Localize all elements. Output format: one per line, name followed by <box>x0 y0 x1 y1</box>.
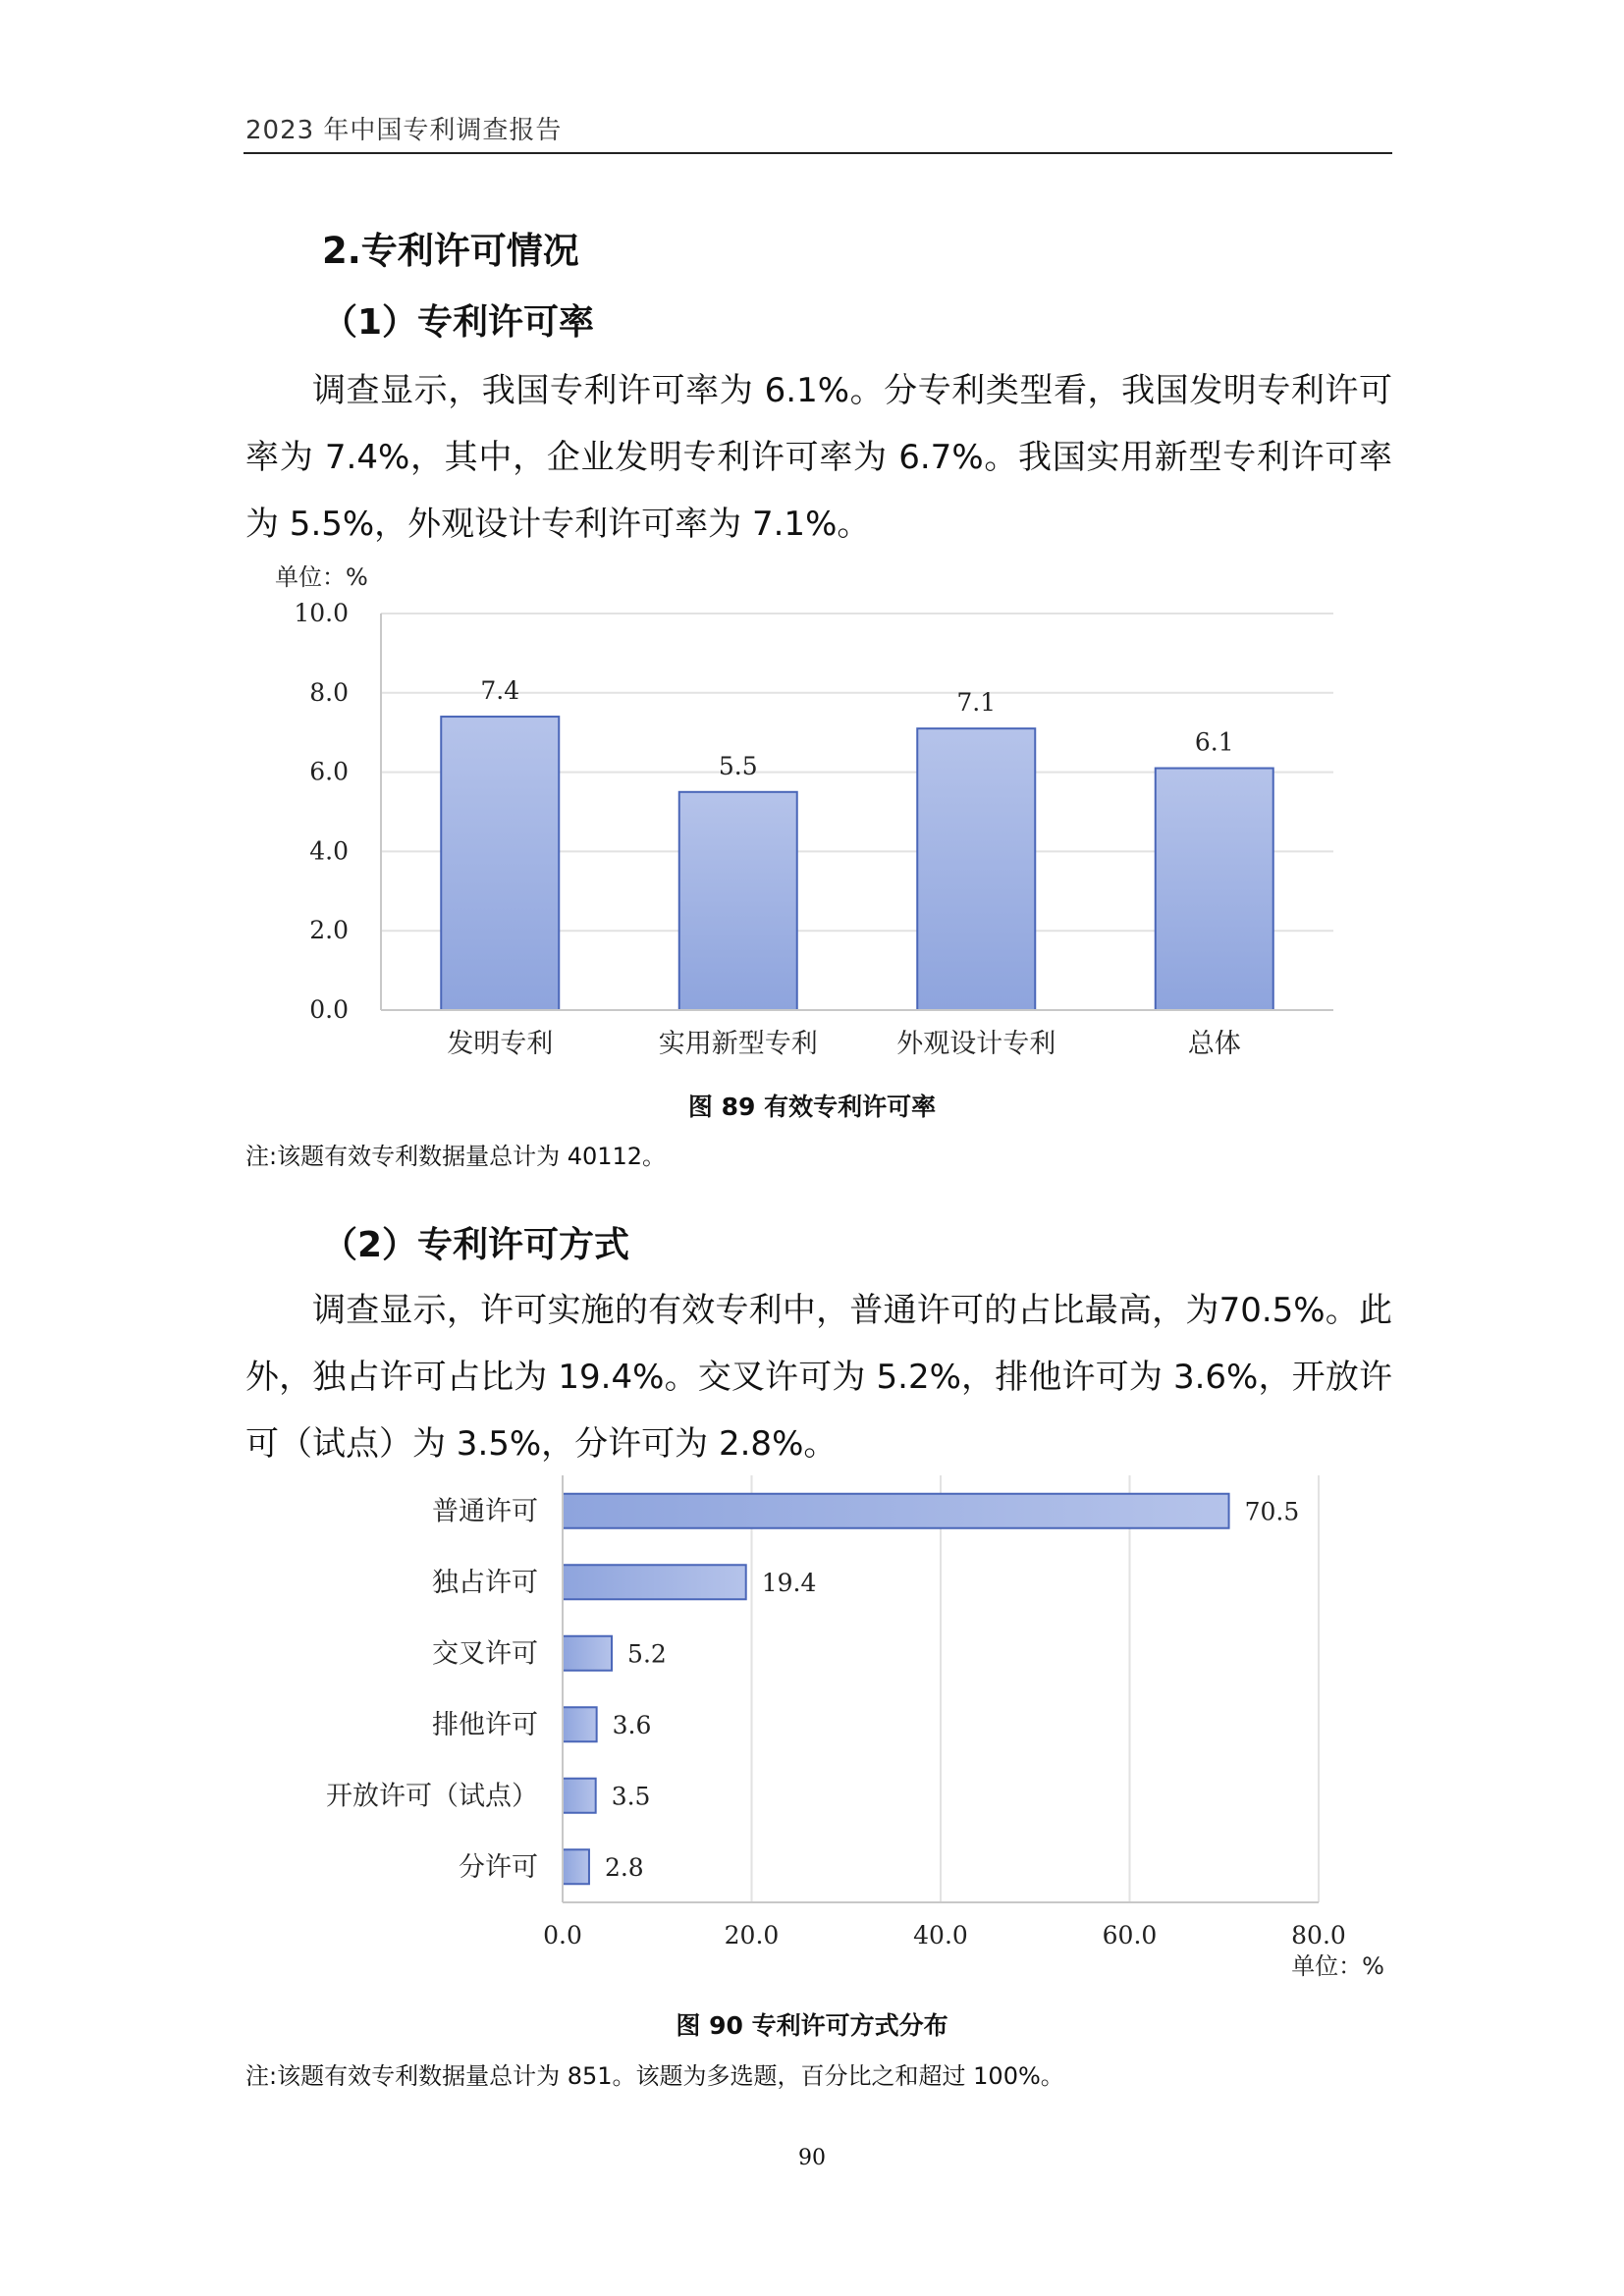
fig90-x-tick-label: 0.0 <box>543 1921 582 1949</box>
fig89-category-label: 发明专利 <box>447 1029 554 1059</box>
fig90-bar <box>563 1636 612 1671</box>
fig89-y-tick-label: 4.0 <box>309 836 349 866</box>
fig89-note: 注:该题有效专利数据量总计为 40112。 <box>245 1143 667 1170</box>
section-heading: 2.专利许可情况 <box>322 230 579 272</box>
fig89-category-label: 总体 <box>1187 1029 1241 1059</box>
fig90-bar <box>563 1849 589 1884</box>
fig90-category-labels <box>326 1496 538 1883</box>
page-number: 90 <box>798 2146 826 2170</box>
running-header: 2023 年中国专利调查报告 <box>245 116 563 145</box>
fig90-gridlines <box>752 1475 1320 1902</box>
fig90-value-label: 19.4 <box>761 1568 817 1597</box>
fig90-value-label: 3.5 <box>611 1782 651 1811</box>
fig90-note: 注:该题有效专利数据量总计为 851。该题为多选题，百分比之和超过 100%。 <box>245 2062 1064 2090</box>
fig90-category-label: 普通许可 <box>432 1496 538 1527</box>
body-paragraph-1: 调查显示，我国专利许可率为 6.1%。分专利类型看，我国发明专利许可率为 7.4%，其中，企业发明专利许可率为 6.7%。我国实用新型专利许可率为 5.5%，外观设计专利许可率为 7.1%。 <box>245 371 1392 544</box>
fig89-y-tick-label: 10.0 <box>294 599 349 627</box>
fig89-y-tick-label: 2.0 <box>309 916 349 945</box>
fig90-value-labels <box>605 1497 1299 1882</box>
fig90-x-tick-label: 80.0 <box>1291 1921 1346 1949</box>
subsection-heading-1: （1）专利许可率 <box>322 302 595 343</box>
fig89-value-label: 5.5 <box>718 751 758 780</box>
body-paragraph-2: 调查显示，许可实施的有效专利中，普通许可的占比最高，为70.5%。此外，独占许可占比为 19.4%。交叉许可为 5.2%，排他许可为 3.6%，开放许可（试点）为 3.5%，分许可为 2.8%。 <box>245 1291 1392 1464</box>
fig89-unit-label: 单位：% <box>275 563 368 591</box>
fig90-x-tick-label: 40.0 <box>913 1921 968 1949</box>
fig90-bar <box>563 1707 597 1741</box>
fig90-category-label: 交叉许可 <box>432 1638 538 1670</box>
fig90-x-tick-label: 20.0 <box>724 1921 780 1949</box>
fig90-category-label: 独占许可 <box>432 1567 538 1598</box>
fig90-category-label: 分许可 <box>459 1851 538 1883</box>
fig90-value-label: 2.8 <box>604 1852 644 1882</box>
fig89-value-label: 7.4 <box>480 676 520 706</box>
fig90-bar <box>563 1494 1229 1528</box>
fig90-caption: 图 90 专利许可方式分布 <box>676 2011 948 2040</box>
fig89-y-tick-label: 6.0 <box>309 757 349 786</box>
fig90-unit-label: 单位：% <box>1291 1952 1384 1980</box>
fig89-value-label: 7.1 <box>956 688 997 718</box>
fig90-value-label: 5.2 <box>627 1639 667 1669</box>
fig89-y-tick-label: 8.0 <box>309 677 349 707</box>
fig90-x-tick-label: 60.0 <box>1102 1921 1158 1949</box>
fig90-category-label: 排他许可 <box>432 1709 538 1740</box>
fig90-value-label: 70.5 <box>1244 1497 1300 1526</box>
fig89-y-tick-label: 0.0 <box>309 995 349 1024</box>
fig89-category-label: 外观设计专利 <box>896 1029 1056 1059</box>
fig89-category-label: 实用新型专利 <box>658 1029 818 1059</box>
fig89-value-label: 6.1 <box>1194 727 1234 757</box>
fig90-bar <box>563 1565 746 1599</box>
subsection-heading-2: （2）专利许可方式 <box>322 1225 630 1265</box>
fig90-value-label: 3.6 <box>612 1710 652 1739</box>
fig89-caption: 图 89 有效专利许可率 <box>687 1093 937 1121</box>
fig90-category-label: 开放许可（试点） <box>326 1781 538 1812</box>
fig90-bar <box>563 1779 596 1813</box>
fig90-x-ticks <box>543 1921 1346 1949</box>
